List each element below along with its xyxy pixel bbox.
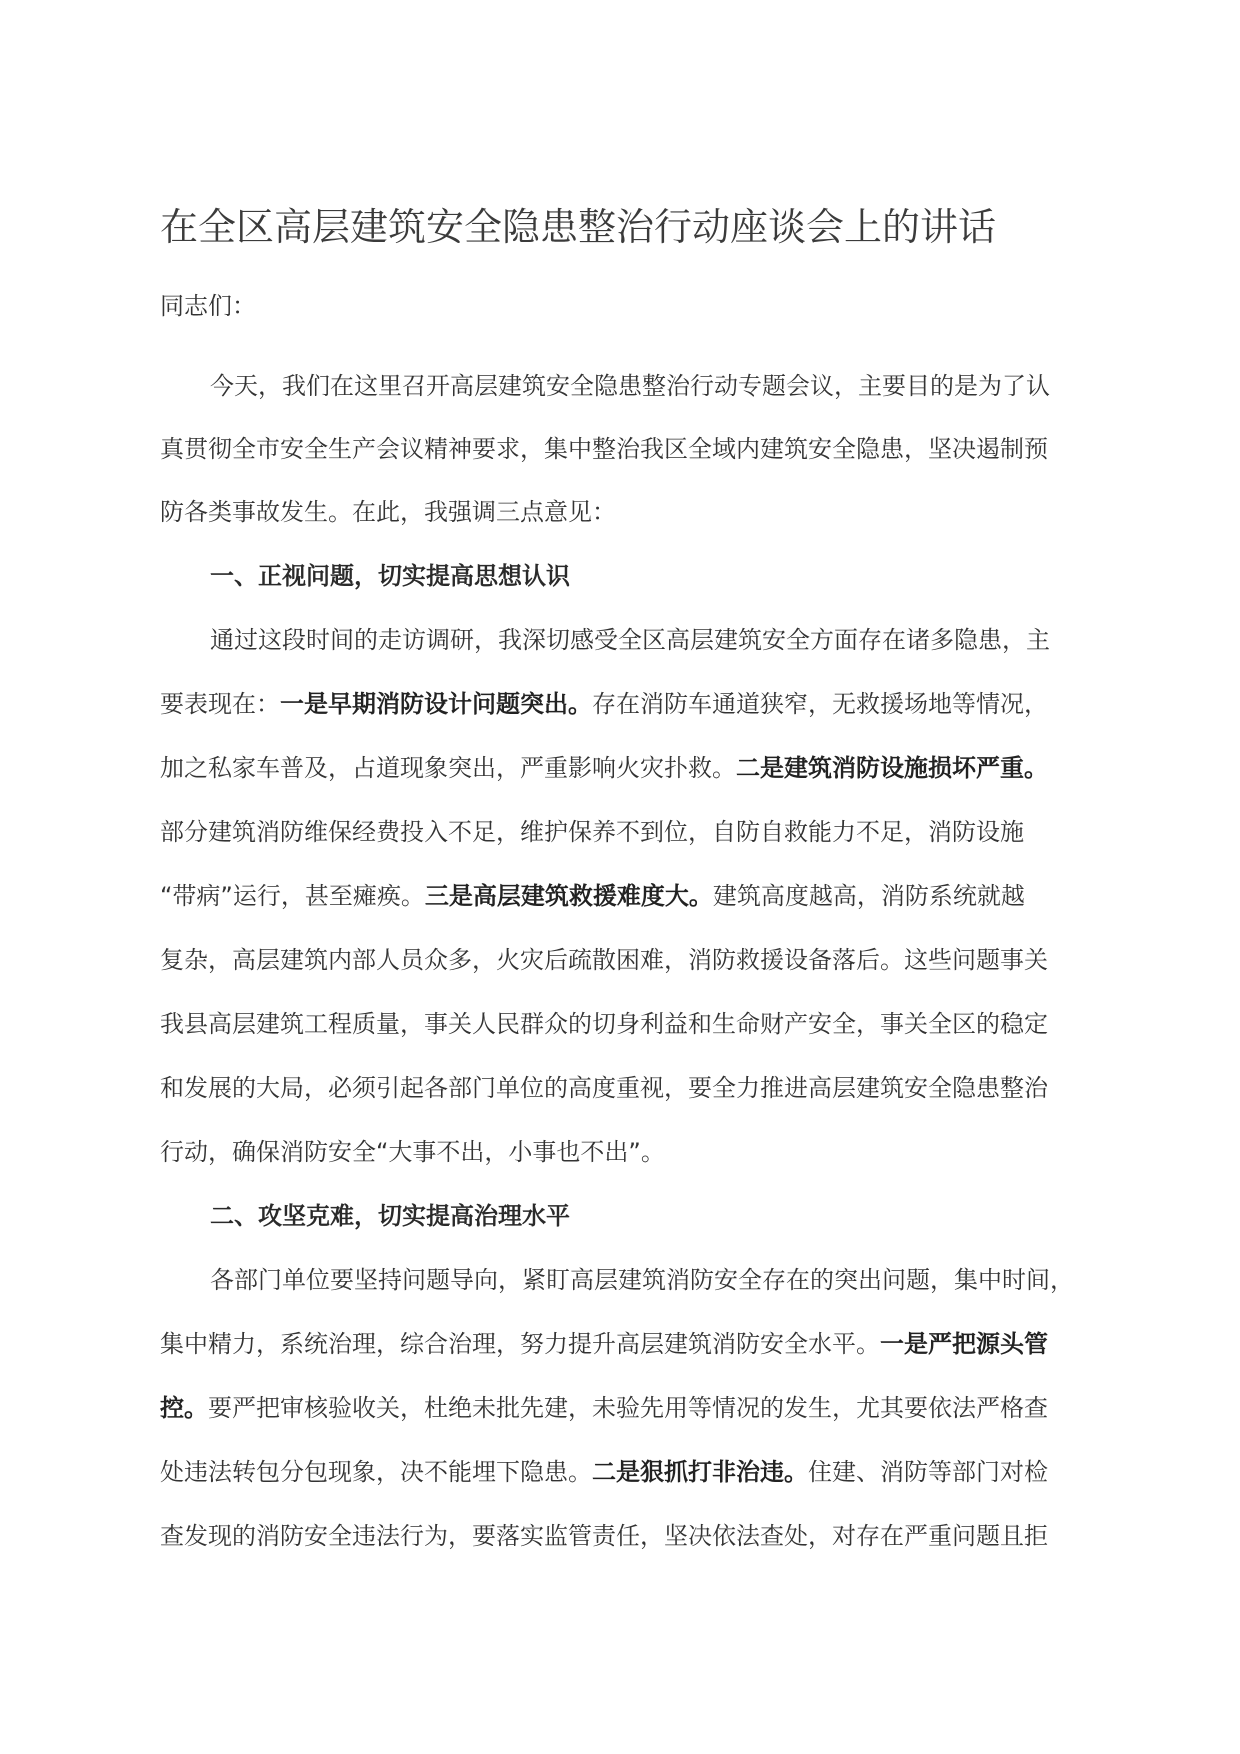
paragraph-line <box>160 684 1048 724</box>
line-text: 存在消防车通道狭窄，无救援场地等情况， <box>592 690 1048 718</box>
bold-point: 三是高层建筑救援难度大。 <box>424 882 713 910</box>
line-text: 集中精力，系统治理，综合治理，努力提升高层建筑消防安全水平。 <box>160 1330 880 1358</box>
line-text: 我县高层建筑工程质量，事关人民群众的切身利益和生命财产安全，事关全区的稳定 <box>160 1010 1048 1038</box>
bold-point: 控。 <box>160 1394 208 1422</box>
salutation: 同志们： <box>160 292 256 320</box>
paragraph-line <box>160 940 1048 980</box>
bold-point: 一是早期消防设计问题突出。 <box>280 690 592 718</box>
line-text: 查发现的消防安全违法行为，要落实监管责任，坚决依法查处，对存在严重问题且拒 <box>160 1522 1048 1550</box>
bold-point: 二是建筑消防设施损坏严重。 <box>736 754 1048 782</box>
paragraph-line <box>160 748 1048 788</box>
paragraph-line <box>160 1004 1048 1044</box>
line-text: 处违法转包分包现象，决不能埋下隐患。 <box>160 1458 592 1486</box>
line-text: 今天，我们在这里召开高层建筑安全隐患整治行动专题会议，主要目的是为了认 <box>210 372 1050 400</box>
line-text: 加之私家车普及，占道现象突出，严重影响火灾扑救。 <box>160 754 736 782</box>
paragraph-line <box>160 1516 1048 1556</box>
line-text: 复杂，高层建筑内部人员众多，火灾后疏散困难，消防救援设备落后。这些问题事关 <box>160 946 1048 974</box>
paragraph-line <box>160 492 616 532</box>
heading-text: 二、攻坚克难，切实提高治理水平 <box>210 1202 570 1230</box>
section-heading-2 <box>210 1196 570 1236</box>
bold-point: 二是狠抓打非治违。 <box>592 1458 808 1486</box>
line-text: 部分建筑消防维保经费投入不足，维护保养不到位，自防自救能力不足，消防设施 <box>160 818 1024 846</box>
paragraph-line <box>160 1324 1048 1364</box>
paragraph-line <box>160 429 1048 469</box>
document-title: 在全区高层建筑安全隐患整治行动座谈会上的讲话 <box>160 205 997 249</box>
heading-text: 一、正视问题，切实提高思想认识 <box>210 562 570 590</box>
line-text: 住建、消防等部门对检 <box>808 1458 1048 1486</box>
paragraph-line <box>160 1068 1048 1108</box>
line-text: 真贯彻全市安全生产会议精神要求，集中整治我区全域内建筑安全隐患，坚决遏制预 <box>160 435 1048 463</box>
paragraph-line <box>160 1452 1048 1492</box>
line-text: 行动，确保消防安全“大事不出，小事也不出”。 <box>160 1138 665 1166</box>
paragraph-line <box>160 812 1024 852</box>
bold-point: 一是严把源头管 <box>880 1330 1048 1358</box>
paragraph-line <box>160 1388 1048 1428</box>
line-text: 通过这段时间的走访调研，我深切感受全区高层建筑安全方面存在诸多隐患，主 <box>210 626 1050 654</box>
line-text: 建筑高度越高，消防系统就越 <box>712 882 1025 910</box>
paragraph-line <box>160 1132 665 1172</box>
line-text: 防各类事故发生。在此，我强调三点意见： <box>160 498 616 526</box>
paragraph-line <box>210 620 1050 660</box>
line-text: 要严把审核验收关，杜绝未批先建，未验先用等情况的发生，尤其要依法严格查 <box>208 1394 1048 1422</box>
line-text: 各部门单位要坚持问题导向，紧盯高层建筑消防安全存在的突出问题，集中时间， <box>210 1266 1074 1294</box>
line-text: 和发展的大局，必须引起各部门单位的高度重视，要全力推进高层建筑安全隐患整治 <box>160 1074 1048 1102</box>
line-text: 要表现在： <box>160 690 280 718</box>
paragraph-line <box>210 1260 1074 1300</box>
document-page <box>160 0 1120 1754</box>
line-text: “带病”运行，甚至瘫痪。 <box>160 882 425 910</box>
paragraph-line <box>210 366 1050 406</box>
section-heading-1 <box>210 556 570 596</box>
paragraph-line <box>160 876 1025 916</box>
